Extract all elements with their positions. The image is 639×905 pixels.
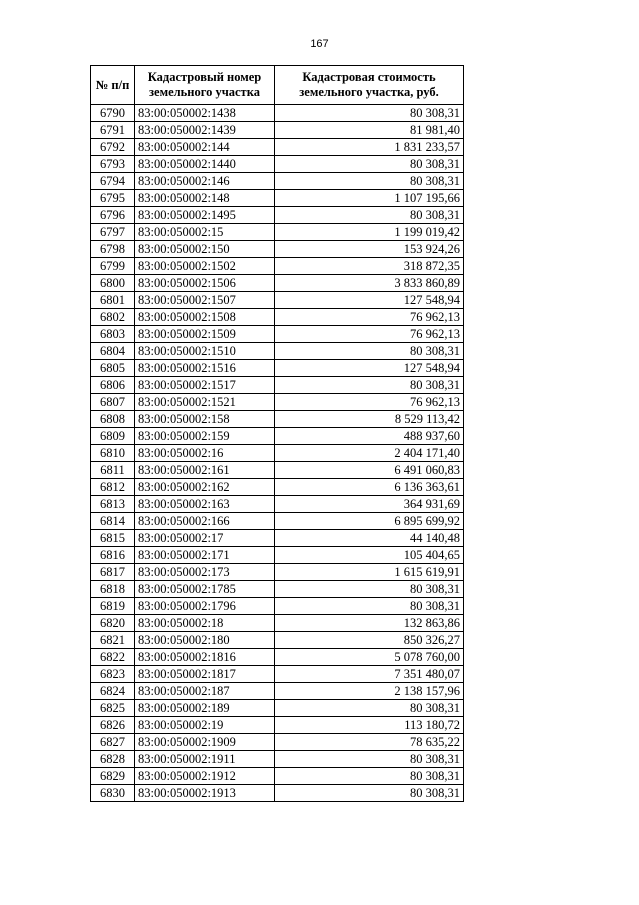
cadastral-number-cell: 83:00:050002:187 [135,683,275,700]
row-number-cell: 6797 [91,224,135,241]
cadastral-number-cell: 83:00:050002:1785 [135,581,275,598]
cadastral-value-cell: 6 136 363,61 [275,479,464,496]
row-number-cell: 6827 [91,734,135,751]
cadastral-number-cell: 83:00:050002:166 [135,513,275,530]
row-number-cell: 6812 [91,479,135,496]
cadastral-number-cell: 83:00:050002:173 [135,564,275,581]
cadastral-value-cell: 488 937,60 [275,428,464,445]
cadastral-value-cell: 132 863,86 [275,615,464,632]
table-row [91,530,464,547]
row-number-cell: 6799 [91,258,135,275]
table-row [91,445,464,462]
cadastral-value-cell: 1 615 619,91 [275,564,464,581]
row-number-cell: 6813 [91,496,135,513]
cadastral-number-cell: 83:00:050002:150 [135,241,275,258]
row-number-cell: 6810 [91,445,135,462]
row-number-cell: 6817 [91,564,135,581]
row-number-cell: 6826 [91,717,135,734]
header-cadastral-value: Кадастровая стоимость земельного участка, руб. [275,66,464,105]
cadastral-number-cell: 83:00:050002:1516 [135,360,275,377]
table-row [91,428,464,445]
cadastral-number-cell: 83:00:050002:1440 [135,156,275,173]
cadastral-number-cell: 83:00:050002:180 [135,632,275,649]
table-row [91,292,464,309]
table-row [91,717,464,734]
row-number-cell: 6819 [91,598,135,615]
row-number-cell: 6795 [91,190,135,207]
cadastral-value-cell: 80 308,31 [275,768,464,785]
cadastral-number-cell: 83:00:050002:144 [135,139,275,156]
cadastral-number-cell: 83:00:050002:1796 [135,598,275,615]
table-row [91,479,464,496]
table-row [91,207,464,224]
cadastral-number-cell: 83:00:050002:1816 [135,649,275,666]
cadastral-value-cell: 80 308,31 [275,785,464,802]
row-number-cell: 6806 [91,377,135,394]
cadastral-value-cell: 5 078 760,00 [275,649,464,666]
cadastral-number-cell: 83:00:050002:1911 [135,751,275,768]
cadastral-number-cell: 83:00:050002:146 [135,173,275,190]
cadastral-number-cell: 83:00:050002:1509 [135,326,275,343]
cadastral-value-cell: 1 199 019,42 [275,224,464,241]
row-number-cell: 6803 [91,326,135,343]
cadastral-number-cell: 83:00:050002:159 [135,428,275,445]
table-row [91,496,464,513]
cadastral-value-cell: 80 308,31 [275,156,464,173]
table-row [91,139,464,156]
cadastral-value-cell: 127 548,94 [275,292,464,309]
cadastral-value-cell: 81 981,40 [275,122,464,139]
row-number-cell: 6801 [91,292,135,309]
cadastral-number-cell: 83:00:050002:17 [135,530,275,547]
table-row [91,615,464,632]
cadastral-number-cell: 83:00:050002:1439 [135,122,275,139]
cadastral-number-cell: 83:00:050002:162 [135,479,275,496]
cadastral-value-cell: 78 635,22 [275,734,464,751]
row-number-cell: 6807 [91,394,135,411]
cadastral-value-cell: 6 895 699,92 [275,513,464,530]
row-number-cell: 6816 [91,547,135,564]
cadastral-value-cell: 7 351 480,07 [275,666,464,683]
header-num: № п/п [91,66,135,105]
table-row [91,564,464,581]
table-row [91,785,464,802]
cadastral-value-cell: 113 180,72 [275,717,464,734]
cadastral-number-cell: 83:00:050002:1521 [135,394,275,411]
cadastral-value-cell: 1 107 195,66 [275,190,464,207]
cadastral-value-cell: 3 833 860,89 [275,275,464,292]
cadastral-value-cell: 105 404,65 [275,547,464,564]
table-row [91,581,464,598]
row-number-cell: 6811 [91,462,135,479]
table-body [91,105,464,802]
cadastral-value-cell: 76 962,13 [275,309,464,326]
table-row [91,598,464,615]
row-number-cell: 6818 [91,581,135,598]
table-row [91,258,464,275]
cadastral-value-cell: 6 491 060,83 [275,462,464,479]
cadastral-number-cell: 83:00:050002:1912 [135,768,275,785]
row-number-cell: 6809 [91,428,135,445]
table-row [91,513,464,530]
row-number-cell: 6792 [91,139,135,156]
table-row [91,241,464,258]
row-number-cell: 6814 [91,513,135,530]
row-number-cell: 6804 [91,343,135,360]
cadastral-number-cell: 83:00:050002:1506 [135,275,275,292]
cadastral-number-cell: 83:00:050002:1495 [135,207,275,224]
row-number-cell: 6790 [91,105,135,122]
cadastral-number-cell: 83:00:050002:15 [135,224,275,241]
cadastral-value-cell: 80 308,31 [275,173,464,190]
row-number-cell: 6823 [91,666,135,683]
cadastral-number-cell: 83:00:050002:16 [135,445,275,462]
cadastral-value-cell: 80 308,31 [275,751,464,768]
cadastral-number-cell: 83:00:050002:189 [135,700,275,717]
cadastral-number-cell: 83:00:050002:171 [135,547,275,564]
row-number-cell: 6791 [91,122,135,139]
cadastral-value-cell: 76 962,13 [275,326,464,343]
cadastral-value-cell: 2 138 157,96 [275,683,464,700]
row-number-cell: 6824 [91,683,135,700]
cadastral-number-cell: 83:00:050002:1507 [135,292,275,309]
cadastral-value-cell: 80 308,31 [275,377,464,394]
table-row [91,547,464,564]
table-row [91,275,464,292]
cadastral-value-table [90,65,464,802]
table-row [91,156,464,173]
cadastral-value-cell: 153 924,26 [275,241,464,258]
page-number: 167 [310,38,329,50]
header-cadastral-number: Кадастровый номер земельного участка [135,66,275,105]
cadastral-number-cell: 83:00:050002:158 [135,411,275,428]
row-number-cell: 6829 [91,768,135,785]
cadastral-number-cell: 83:00:050002:1508 [135,309,275,326]
cadastral-value-cell: 364 931,69 [275,496,464,513]
cadastral-number-cell: 83:00:050002:18 [135,615,275,632]
row-number-cell: 6820 [91,615,135,632]
table-row [91,122,464,139]
header-row [91,66,464,105]
cadastral-number-cell: 83:00:050002:1502 [135,258,275,275]
table-row [91,632,464,649]
table-row [91,326,464,343]
table-row [91,683,464,700]
cadastral-value-cell: 80 308,31 [275,343,464,360]
row-number-cell: 6798 [91,241,135,258]
row-number-cell: 6802 [91,309,135,326]
row-number-cell: 6808 [91,411,135,428]
row-number-cell: 6793 [91,156,135,173]
row-number-cell: 6800 [91,275,135,292]
cadastral-value-cell: 127 548,94 [275,360,464,377]
cadastral-value-cell: 2 404 171,40 [275,445,464,462]
cadastral-value-cell: 80 308,31 [275,581,464,598]
table-row [91,751,464,768]
table-row [91,343,464,360]
cadastral-value-cell: 1 831 233,57 [275,139,464,156]
cadastral-number-cell: 83:00:050002:1913 [135,785,275,802]
cadastral-value-cell: 8 529 113,42 [275,411,464,428]
cadastral-number-cell: 83:00:050002:1817 [135,666,275,683]
cadastral-number-cell: 83:00:050002:19 [135,717,275,734]
cadastral-number-cell: 83:00:050002:1510 [135,343,275,360]
cadastral-value-cell: 80 308,31 [275,207,464,224]
table-row [91,394,464,411]
row-number-cell: 6805 [91,360,135,377]
cadastral-number-cell: 83:00:050002:1909 [135,734,275,751]
table-row [91,377,464,394]
row-number-cell: 6821 [91,632,135,649]
cadastral-number-cell: 83:00:050002:1517 [135,377,275,394]
table-row [91,411,464,428]
table-row [91,649,464,666]
table-row [91,666,464,683]
row-number-cell: 6794 [91,173,135,190]
cadastral-value-cell: 850 326,27 [275,632,464,649]
row-number-cell: 6796 [91,207,135,224]
cadastral-number-cell: 83:00:050002:163 [135,496,275,513]
table-row [91,190,464,207]
cadastral-value-cell: 80 308,31 [275,105,464,122]
table-row [91,700,464,717]
row-number-cell: 6828 [91,751,135,768]
table-row [91,360,464,377]
table-row [91,734,464,751]
table-row [91,768,464,785]
row-number-cell: 6815 [91,530,135,547]
table-row [91,173,464,190]
cadastral-value-cell: 80 308,31 [275,598,464,615]
table-header [91,66,464,105]
row-number-cell: 6825 [91,700,135,717]
cadastral-number-cell: 83:00:050002:1438 [135,105,275,122]
row-number-cell: 6830 [91,785,135,802]
cadastral-value-cell: 80 308,31 [275,700,464,717]
table-row [91,462,464,479]
cadastral-value-cell: 76 962,13 [275,394,464,411]
table-row [91,224,464,241]
table-row [91,105,464,122]
cadastral-number-cell: 83:00:050002:161 [135,462,275,479]
cadastral-number-cell: 83:00:050002:148 [135,190,275,207]
table-row [91,309,464,326]
cadastral-value-cell: 44 140,48 [275,530,464,547]
cadastral-value-cell: 318 872,35 [275,258,464,275]
row-number-cell: 6822 [91,649,135,666]
